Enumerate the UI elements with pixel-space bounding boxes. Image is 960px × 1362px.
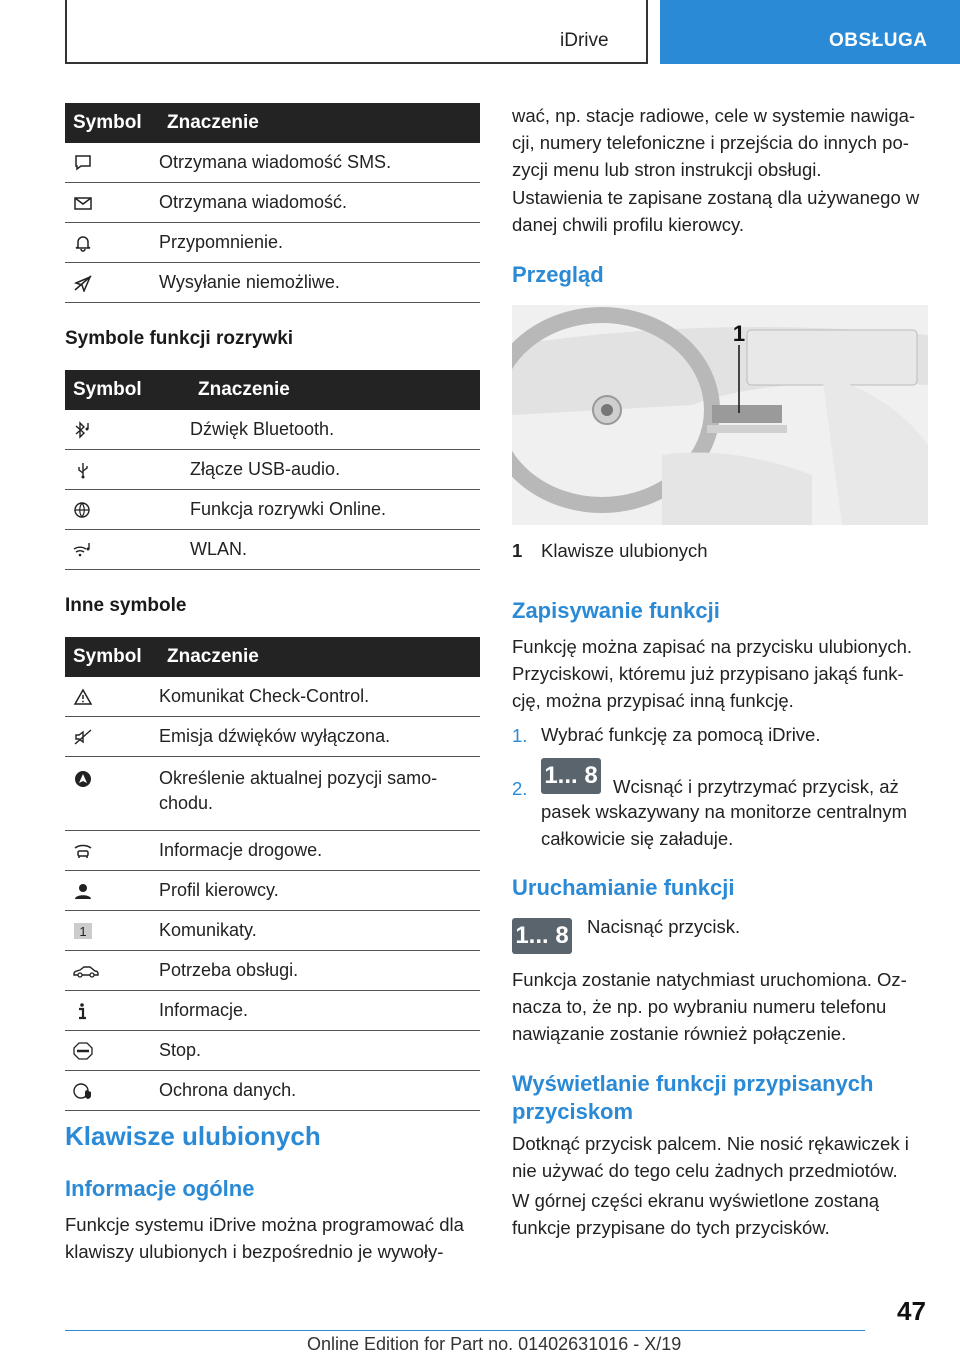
table-header-row [65,637,480,677]
location-arrow-icon [73,770,93,788]
table-row [65,143,480,183]
subsection-save-function: Zapisywanie funkcji [512,598,720,623]
header-chapter-label: OBSŁUGA [829,30,928,51]
row-text: Komunikat Check-Control. [159,677,480,717]
column-header-meaning: Znaczenie [159,637,480,677]
table-row [65,991,480,1031]
table-row [65,911,480,951]
table-row [65,951,480,991]
show-paragraph-2: W górnej części ekranu wyświetlone zostaną funkcje przypisane do tych przycisków. [512,1190,880,1238]
column-header-meaning: Znaczenie [159,103,480,143]
data-protection-icon [73,1082,93,1100]
info-icon [73,1002,93,1020]
step-1-number: 1. [512,725,528,746]
row-text: Informacje. [159,991,480,1031]
footer-divider [65,1330,865,1331]
table-row [65,717,480,757]
online-entertainment-icon [73,501,93,519]
table-row [65,223,480,263]
subsection-overview: Przegląd [512,262,604,287]
right-paragraph-1: wać, np. stacje radiowe, cele w systemie nawiga-cji, numery telefoniczne i przejścia do innych po-zycji menu lub stron instrukcji obsługi. [512,105,916,180]
bluetooth-audio-icon [73,421,93,439]
row-text: Otrzymana wiadomość. [159,183,480,223]
table-row [65,677,480,717]
step-1-text: Wybrać funkcję za pomocą iDrive. [541,724,821,745]
step-2-number: 2. [512,778,528,799]
usb-icon [73,461,93,479]
row-text: Funkcja rozrywki Online. [190,490,480,530]
general-info-paragraph: Funkcje systemu iDrive można programować dla klawiszy ulubionych i bezpośrednio je wywoły- [65,1214,464,1262]
traffic-info-icon [73,842,93,860]
run-press-text: Nacisnąć przycisk. [587,916,741,937]
row-text: Profil kierowcy. [159,871,480,911]
table-row [65,831,480,871]
stop-icon [73,1042,93,1060]
row-text: Emisja dźwięków wyłączona. [159,717,480,757]
message-symbols-table [65,103,480,303]
header-section-title: iDrive [560,30,609,51]
column-header-symbol: Symbol [65,103,159,143]
message-one-icon-label: 1 [79,924,87,940]
subsection-run-function: Uruchamianie funkcji [512,875,735,900]
figure-callout-label: 1 [732,321,746,346]
row-text: WLAN. [190,530,480,570]
table-row [65,263,480,303]
table-header-row [65,370,480,410]
row-text: Dźwięk Bluetooth. [190,410,480,450]
section-title-other: Inne symbole [65,595,187,616]
subsection-show-functions: Wyświetlanie funkcji przypisanych przyciskom [512,1071,874,1124]
wlan-audio-icon [73,541,93,559]
run-paragraph: Funkcja zostanie natychmiast uruchomiona. Oz-nacza to, że np. po wybraniu numeru telefonu nawiązanie zostanie również połączenie. [512,969,907,1044]
sms-bubble-icon [73,154,93,172]
other-symbols-table [65,637,480,1111]
step-2-text-b: pasek wskazywany na monitorze centralnym całkowicie się załaduje. [541,801,908,849]
driver-profile-icon [73,882,93,900]
dashboard-illustration [512,305,928,525]
table-row [65,1031,480,1071]
table-row [65,490,480,530]
footer-edition-text: Online Edition for Part no. 01402631016 - X/19 [307,1334,682,1354]
table-row [65,871,480,911]
row-text: Stop. [159,1031,480,1071]
table-header-row [65,103,480,143]
envelope-icon [73,194,93,212]
bell-icon [73,234,93,252]
column-header-symbol: Symbol [65,370,190,410]
table-row [65,757,480,831]
section-title-entertainment: Symbole funkcji rozrywki [65,328,294,349]
column-header-symbol: Symbol [65,637,159,677]
table-row [65,1071,480,1111]
page-number: 47 [897,1296,926,1326]
show-paragraph-1: Dotknąć przycisk palcem. Nie nosić rękawiczek i nie używać do tego celu żadnych przedmiotów. [512,1133,909,1181]
right-paragraph-2: Ustawienia te zapisane zostaną dla używanego w danej chwili profilu kierowcy. [512,187,920,235]
send-disabled-icon [73,274,93,292]
header-chapter-tab[interactable] [660,0,960,64]
message-one-icon [73,922,93,940]
row-text: Wysyłanie niemożliwe. [159,263,480,303]
mute-speaker-icon [73,728,93,746]
entertainment-symbols-table [65,370,480,570]
row-text: Określenie aktualnej pozycji samo-chodu. [159,757,480,831]
column-header-meaning: Znaczenie [190,370,480,410]
favorite-key-button-2[interactable]: 1... 8 [512,918,572,954]
caption-text: Klawisze ulubionych [541,540,708,561]
table-row [65,410,480,450]
row-text: Ochrona danych. [159,1071,480,1111]
row-text: Przypomnienie. [159,223,480,263]
row-text: Komunikaty. [159,911,480,951]
favorite-key-button[interactable]: 1... 8 [541,758,601,794]
row-text: Otrzymana wiadomość SMS. [159,143,480,183]
section-title-favorites: Klawisze ulubionych [65,1121,321,1151]
subsection-general-info: Informacje ogólne [65,1176,255,1201]
row-text: Informacje drogowe. [159,831,480,871]
caption-number: 1 [512,540,523,561]
row-text: Złącze USB-audio. [190,450,480,490]
save-paragraph: Funkcję można zapisać na przycisku ulubionych. Przyciskowi, któremu już przypisano jakąś funk-cję, można przypisać inną funkcję. [512,636,912,711]
row-text: Potrzeba obsługi. [159,951,480,991]
table-row [65,450,480,490]
table-row [65,183,480,223]
warning-triangle-icon [73,688,93,706]
table-row [65,530,480,570]
car-service-icon [73,962,99,980]
step-2-text-a: Wcisnąć i przytrzymać przycisk, aż [613,776,899,797]
